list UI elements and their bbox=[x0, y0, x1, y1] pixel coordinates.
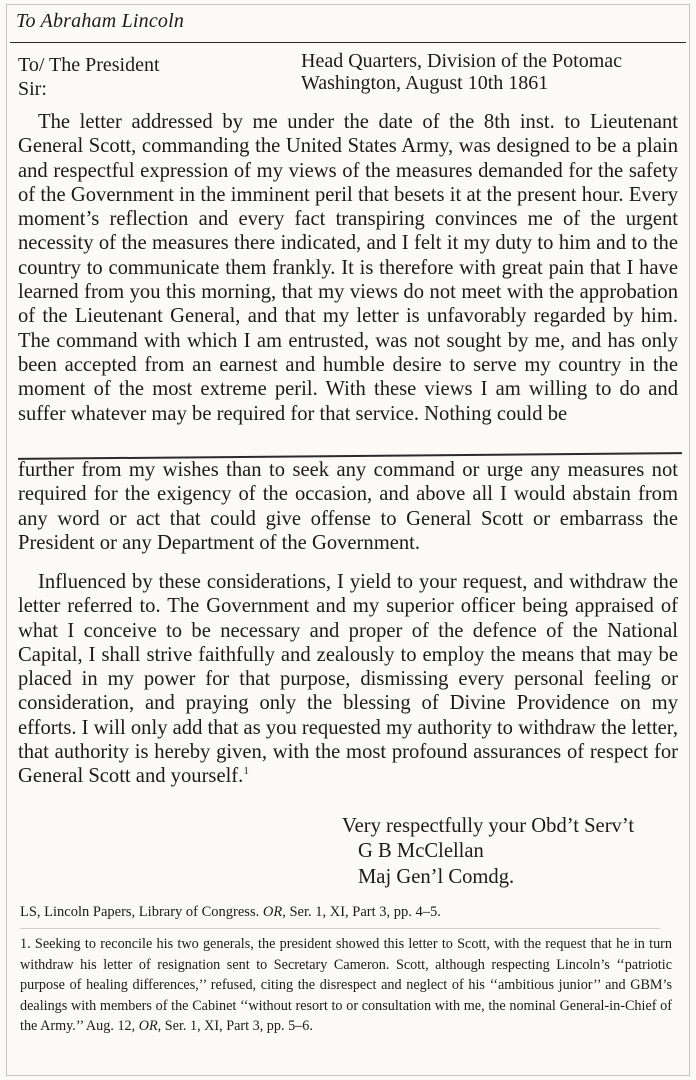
header-date: Washington, August 10th 1861 bbox=[301, 72, 549, 94]
footnote-or: OR bbox=[138, 1018, 158, 1035]
document-heading: To Abraham Lincoln bbox=[16, 10, 185, 32]
signature-name: G B McClellan bbox=[358, 840, 484, 862]
source-or: OR bbox=[262, 904, 283, 920]
complimentary-close: Very respectfully your Obd’t Serv’t bbox=[342, 815, 635, 837]
footnote-marker: 1 bbox=[243, 765, 249, 778]
addressee-line: To/ The President bbox=[18, 54, 160, 76]
footnote-text: 1. Seeking to reconcile his two generals, the president showed this letter to Scott, with the request that he in turn withdraw his letter of resignation sent to Secretary Cameron. Scott, although respecting Lincoln’s ‘‘patriotic purpose of healing differences,’’ refused, citing the disrespect and neglect of his ‘‘ambitious junior’’ and GBM’s dealings with members of the Cabinet ‘‘without resort to or consultation with me, the nominal General-in-Chief of the Army.’’ Aug. 12, bbox=[20, 936, 672, 1035]
footnote bbox=[20, 934, 672, 1037]
source-suffix: , Ser. 1, XI, Part 3, pp. 4–5. bbox=[282, 904, 441, 920]
salutation-line: Sir: bbox=[18, 78, 47, 100]
header-location: Head Quarters, Division of the Potomac bbox=[301, 50, 623, 72]
paragraph-3-text: Influenced by these considerations, I yield to your request, and withdraw the letter referred to. The Government and my superior officer being appraised of what I conceive to be necessary and proper of the defence of the National Capital, I shall strive faithfully and zealously to employ the means that may be placed in my power for that purpose, dismissing every personal feeling or consideration, and praying only the blessing of Divine Providence on my efforts. I will only add that as you requested my authority to withdraw the letter, that authority is hereby given, with the most profound assurances of respect for General Scott and yourself. bbox=[18, 571, 678, 788]
paragraph-2: further from my wishes than to seek any command or urge any measures not required for the exigency of the occasion, and above all I would abstain from any word or act that could give offense to General Scott or embarrass the President or any Department of the Government. bbox=[18, 459, 678, 554]
paragraph-1: The letter addressed by me under the date of the 8th inst. to Lieutenant General Scott, commanding the United States Army, was designed to be a plain and respectful expression of my views of the measures demanded for the safety of the Government in the imminent peril that besets it at the present hour. Every moment’s reflection and every fact transpiring convinces me of the urgent necessity of the measures there indicated, and I felt it my duty to him and to the country to communicate them frankly. It is therefore with great pain that I have learned from you this morning, that my views do not meet with the approbation of the Lieutenant General, and that my letter is unfavorably regarded by him. The command with which I am entrusted, was not sought by me, and has only been accepted from an earnest and humble desire to serve my country in the moment of the most extreme peril. With these views I am willing to do and suffer whatever may be required for that service. Nothing could be bbox=[18, 111, 678, 425]
footnote-rule bbox=[20, 928, 660, 929]
footnote-suffix: , Ser. 1, XI, Part 3, pp. 5–6. bbox=[157, 1018, 313, 1035]
source-citation bbox=[20, 904, 441, 921]
heading-rule bbox=[10, 42, 686, 43]
paragraph-3 bbox=[18, 570, 678, 789]
signature-title: Maj Gen’l Comdg. bbox=[358, 866, 515, 888]
source-prefix: LS, Lincoln Papers, Library of Congress. bbox=[20, 904, 263, 920]
